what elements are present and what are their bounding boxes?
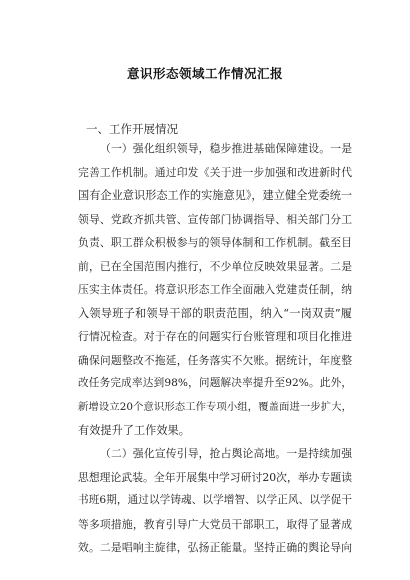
paragraph-line: 压实主体责任。将意识形态工作全面融入党建责任制，纳 [78,283,352,296]
paragraph-line: 新增设立20个意识形态工作专项小组，覆盖面进一步扩大， [78,400,352,413]
paragraph-line: 前，已在全国范围内推行，不少单位反映效果显著。二是 [78,259,352,273]
paragraph-line: 行情况检查。对于存在的问题实行台账管理和项目化推进 [78,330,352,343]
paragraph-line: （二）强化宣传引导，抢占舆论高地。一是持续加强 [100,447,352,460]
paragraph-line: 入领导班子和领导干部的职责范围，纳入“一岗双责”履 [78,306,352,320]
paragraph-line: 有效提升了工作效果。 [78,424,190,437]
paragraph-line: 效。二是唱响主旋律，弘扬正能量。坚持正确的舆论导向 [78,541,352,554]
paragraph-line: （一）强化组织领导，稳步推进基础保障建设。一是 [100,142,352,155]
paragraph-line: 领导、党政齐抓共管、宣传部门协调指导、相关部门分工 [78,212,352,226]
paragraph-line: 完善工作机制。通过印发《关于进一步加强和改进新时代 [78,165,352,179]
paragraph-line: 确保问题整改不拖延，任务落实不欠账。据统计，年度整 [78,353,352,367]
document-title: 意识形态领域工作情况汇报 [126,66,283,81]
paragraph-publicity [78,442,352,560]
paragraph-line: 等多项措施，教育引导广大党员干部职工，取得了显著成 [78,517,352,531]
paragraph-organization [78,137,352,443]
paragraph-line: 书班6期，通过以学铸魂、以学增智、以学正风、以学促干 [78,494,352,506]
section-heading: 一、工作开展情况 [86,122,178,136]
paragraph-line: 改任务完成率达到98%，问题解决率提升至92%。此外， [78,377,352,389]
paragraph-line: 思想理论武装。全年开展集中学习研讨20次，举办专题读 [78,470,352,484]
paragraph-line: 负责、职工群众积极参与的领导体制和工作机制。截至目 [78,236,352,249]
paragraph-line: 国有企业意识形态工作的实施意见》，建立健全党委统一 [78,189,353,202]
